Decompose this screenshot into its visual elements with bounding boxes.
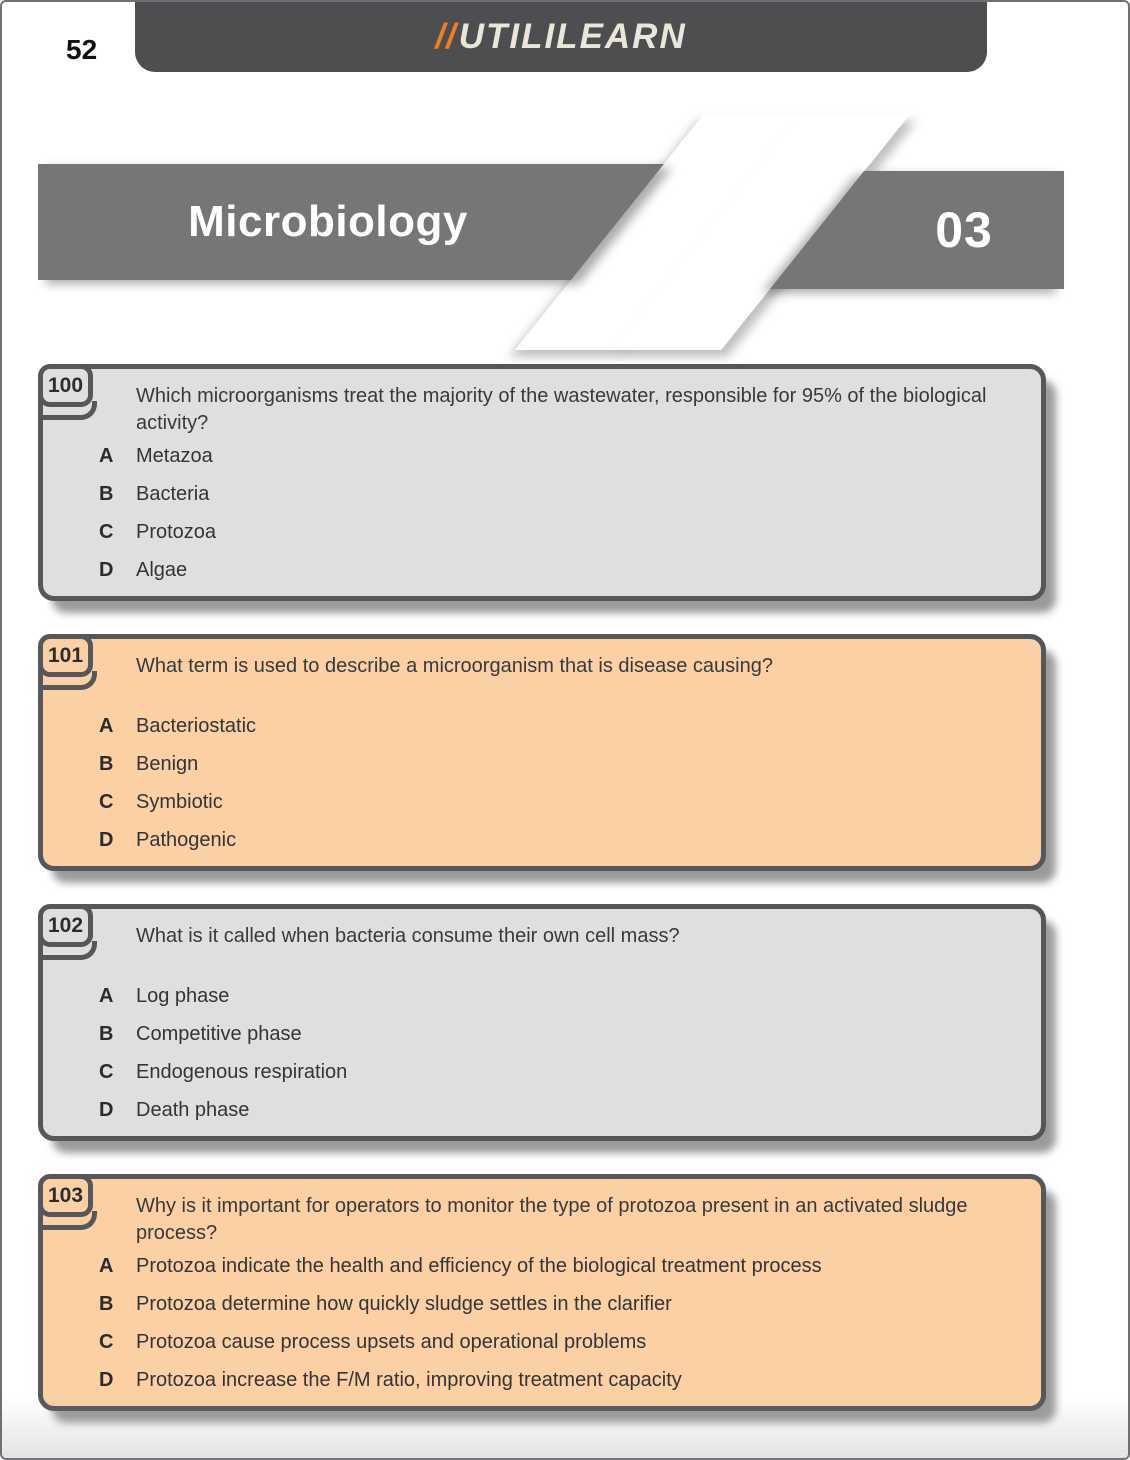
option-text: Metazoa	[136, 444, 213, 467]
option-text: Protozoa increase the F/M ratio, improving treatment capacity	[136, 1368, 682, 1391]
option-text: Protozoa indicate the health and efficiency of the biological treatment process	[136, 1254, 822, 1277]
option-letter: A	[99, 1254, 114, 1277]
question-number: 101	[47, 643, 84, 667]
question-card	[38, 634, 1046, 871]
option-letter: D	[99, 1098, 114, 1121]
option-letter: B	[99, 482, 114, 505]
question-card	[38, 364, 1046, 601]
options	[43, 437, 1021, 589]
option-text: Competitive phase	[136, 1022, 302, 1045]
option-text: Death phase	[136, 1098, 250, 1121]
option-row	[43, 821, 1021, 859]
option-text: Protozoa determine how quickly sludge settles in the clarifier	[136, 1292, 672, 1315]
option-row	[43, 1323, 1021, 1361]
option-letter: B	[99, 752, 114, 775]
question-text: Which microorganisms treat the majority of the wastewater, responsible for 95% of the biological activity?	[136, 385, 987, 434]
question-card	[38, 904, 1046, 1141]
question-number: 103	[47, 1183, 84, 1207]
chapter-title: Microbiology	[188, 197, 468, 246]
question-text: Why is it important for operators to monitor the type of protozoa present in an activated sludge process?	[136, 1195, 968, 1244]
option-row	[43, 475, 1021, 513]
option-text: Protozoa	[136, 520, 217, 543]
option-letter: B	[99, 1292, 114, 1315]
question-number-badge	[38, 1174, 93, 1217]
option-row	[43, 1247, 1021, 1285]
page-number: 52	[66, 34, 98, 65]
logo-slashes-icon: //	[435, 17, 457, 56]
option-row	[43, 977, 1021, 1015]
option-row	[43, 745, 1021, 783]
question-number-badge	[38, 634, 93, 677]
option-row	[43, 1361, 1021, 1399]
option-letter: C	[99, 790, 114, 813]
option-text: Algae	[136, 558, 188, 581]
chapter-number: 03	[935, 202, 993, 258]
option-row	[43, 1015, 1021, 1053]
question-number: 100	[47, 373, 84, 397]
option-letter: D	[99, 828, 114, 851]
question-number-badge	[38, 364, 93, 407]
option-letter: C	[99, 1330, 114, 1353]
option-row	[43, 1053, 1021, 1091]
options	[43, 707, 1021, 859]
option-letter: D	[99, 1368, 114, 1391]
option-row	[43, 1285, 1021, 1323]
option-letter: C	[99, 520, 114, 543]
option-row	[43, 1091, 1021, 1129]
option-row	[43, 513, 1021, 551]
option-row	[43, 437, 1021, 475]
option-text: Bacteriostatic	[136, 714, 257, 737]
option-row	[43, 783, 1021, 821]
option-row	[43, 551, 1021, 589]
option-text: Benign	[136, 752, 199, 775]
options	[43, 977, 1021, 1129]
option-text: Pathogenic	[136, 828, 237, 851]
option-letter: C	[99, 1060, 114, 1083]
question-text: What is it called when bacteria consume their own cell mass?	[136, 925, 680, 947]
question-number-badge	[38, 904, 93, 947]
question-number: 102	[47, 913, 84, 937]
option-text: Bacteria	[136, 482, 210, 505]
option-letter: B	[99, 1022, 114, 1045]
questions-list	[38, 364, 1046, 1411]
question-text: What term is used to describe a microorganism that is disease causing?	[136, 655, 773, 677]
question-card	[38, 1174, 1046, 1411]
option-letter: A	[99, 444, 114, 467]
options	[43, 1247, 1021, 1399]
option-text: Symbiotic	[136, 790, 223, 813]
option-letter: A	[99, 714, 114, 737]
option-text: Log phase	[136, 984, 230, 1007]
logo-text: UTILILEARN	[458, 17, 687, 56]
option-row	[43, 707, 1021, 745]
option-text: Endogenous respiration	[136, 1060, 348, 1083]
option-letter: A	[99, 984, 114, 1007]
option-text: Protozoa cause process upsets and operational problems	[136, 1330, 647, 1353]
option-letter: D	[99, 558, 114, 581]
